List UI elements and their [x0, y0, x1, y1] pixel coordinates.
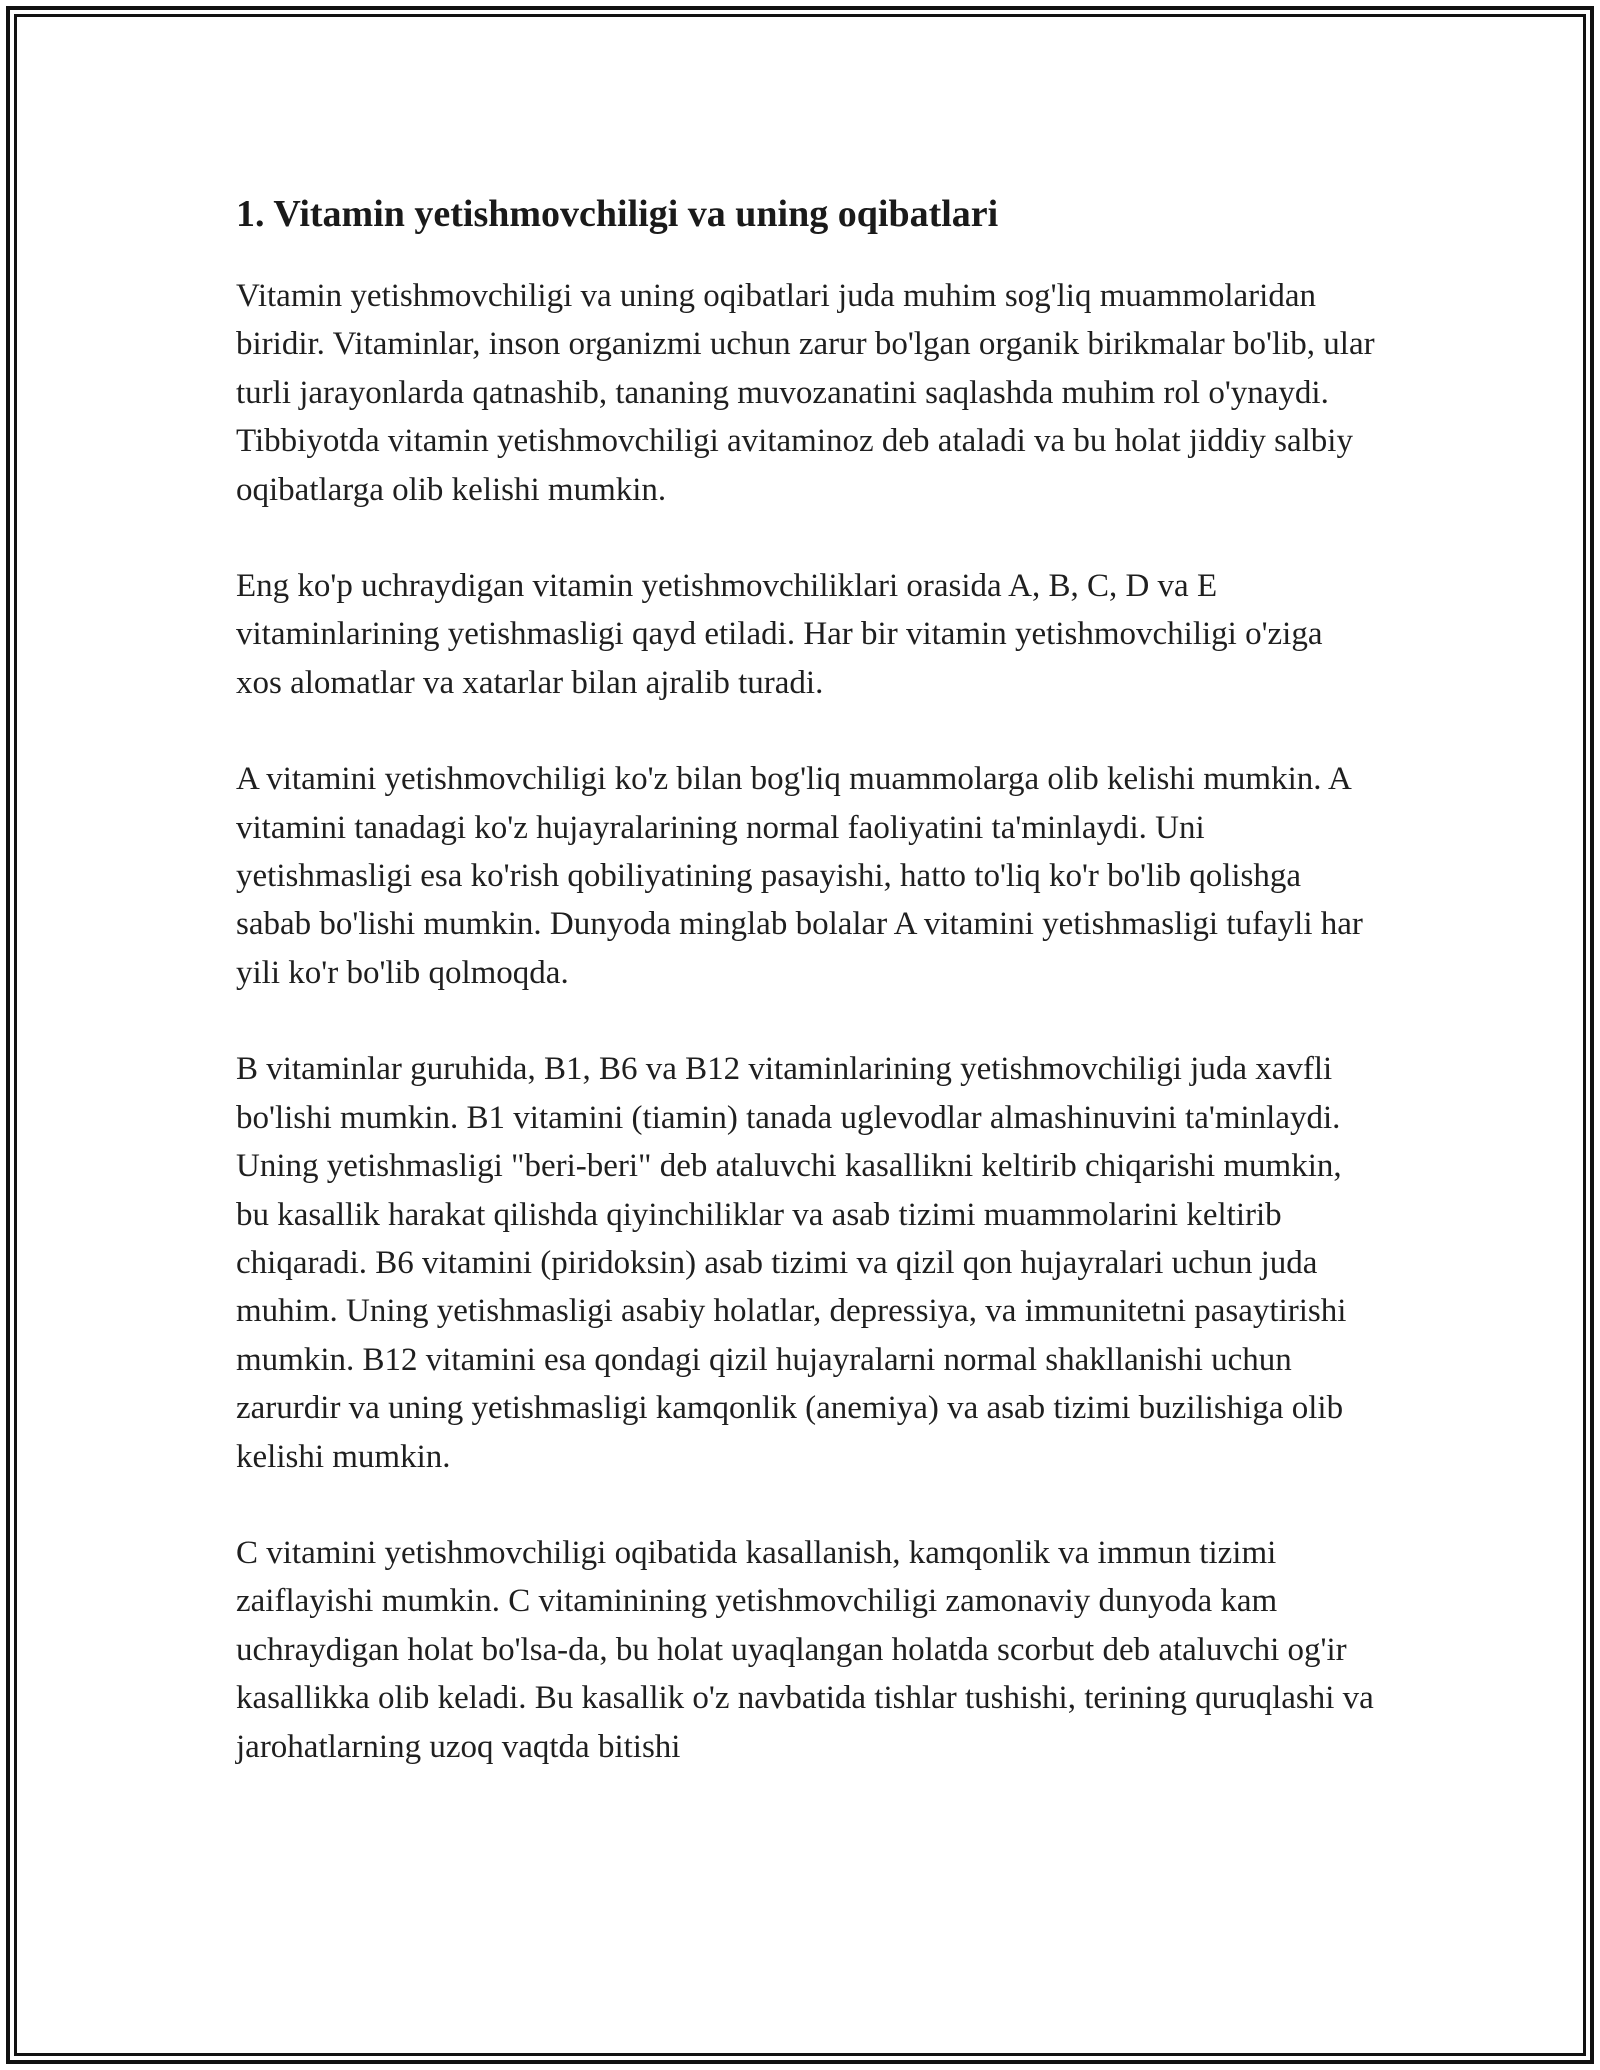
paragraph-vitamin-a: A vitamini yetishmovchiligi ko'z bilan bog'liq muammolarga olib kelishi mumkin. A vitamini tanadagi ko'z hujayralarining normal faoliyatini ta'minlaydi. Uni yetishmasligi esa ko'rish qobiliyatining pasayishi, hatto to'liq ko'r bo'lib qolishga sabab bo'lishi mumkin. Dunyoda minglab bolalar A vitamini yetishmasligi tufayli har yili ko'r bo'lib qolmoqda. [236, 761, 1363, 991]
paragraph-intro: Vitamin yetishmovchiligi va uning oqibatlari juda muhim sog'liq muammolaridan biridir. Vitaminlar, inson organizmi uchun zarur bo'lgan organik birikmalar bo'lib, ular turli jarayonlarda qatnashib, tananing muvozanatini saqlashda muhim rol o'ynaydi. Tibbiyotda vitamin yetishmovchiligi avitaminoz deb ataladi va bu holat jiddiy salbiy oqibatlarga olib kelishi mumkin. [236, 278, 1375, 508]
paragraph-vitamin-c: C vitamini yetishmovchiligi oqibatida kasallanish, kamqonlik va immun tizimi zaiflayishi mumkin. C vitaminining yetishmovchiligi zamonaviy dunyoda kam uchraydigan holat bo'lsa-da, bu holat uyaqlangan holatda scorbut deb ataluvchi og'ir kasallikka olib keladi. Bu kasallik o'z navbatida tishlar tushishi, terining quruqlashi va jarohatlarning uzoq vaqtda bitishi [236, 1534, 1374, 1765]
paragraph-vitamin-b: B vitaminlar guruhida, B1, B6 va B12 vitaminlarining yetishmovchiligi juda xavfli bo'lishi mumkin. B1 vitamini (tiamin) tanada uglevodlar almashinuvini ta'minlaydi. Uning yetishmasligi "beri-beri" deb ataluvchi kasallikni keltirib chiqarishi mumkin, bu kasallik harakat qilishda qiyinchiliklar va asab tizimi muammolarini keltirib chiqaradi. B6 vitamini (piridoksin) asab tizimi va qizil qon hujayralari uchun juda muhim. Uning yetishmasligi asabiy holatlar, depressiya, va immunitetni pasaytirishi mumkin. B12 vitamini esa qondagi qizil hujayralarni normal shakllanishi uchun zarurdir va uning yetishmasligi kamqonlik (anemiya) va asab tizimi buzilishiga olib kelishi mumkin. [236, 1051, 1347, 1475]
paragraph-common-deficiencies: Eng ko'p uchraydigan vitamin yetishmovchiliklari orasida A, B, C, D va E vitaminlarining yetishmasligi qayd etiladi. Har bir vitamin yetishmovchiligi o'ziga xos alomatlar va xatarlar bilan ajralib turadi. [236, 568, 1323, 701]
section-heading: 1. Vitamin yetishmovchiligi va uning oqibatlari [236, 193, 999, 235]
document-body [236, 186, 1376, 1819]
